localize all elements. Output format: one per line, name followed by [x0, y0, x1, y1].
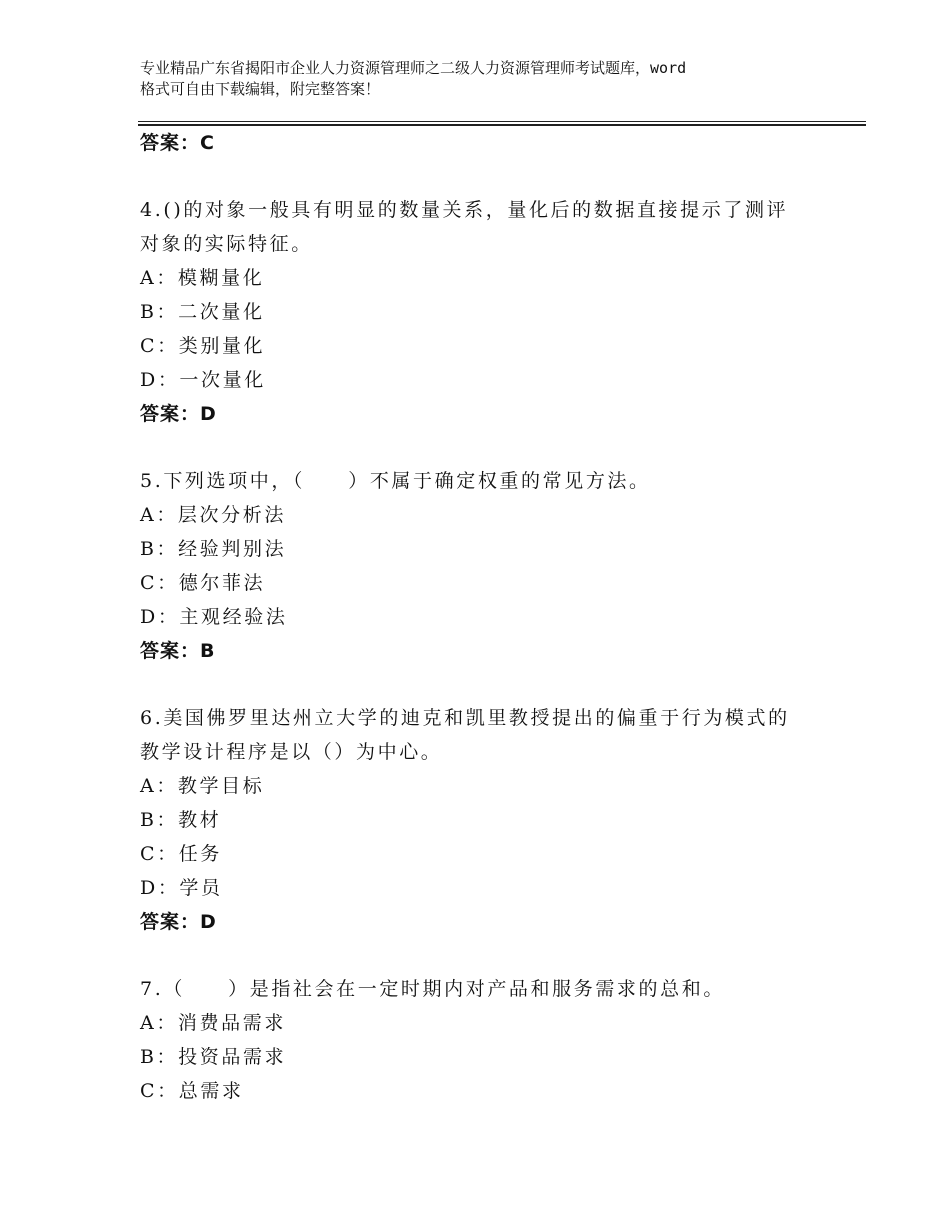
- option-c: C：德尔菲法: [140, 572, 266, 594]
- header-rule-thin: [138, 121, 866, 122]
- option-d: D：学员: [140, 877, 223, 899]
- option-c: C：任务: [140, 843, 222, 865]
- option-d: D：一次量化: [140, 369, 266, 391]
- answer-value: D: [200, 911, 217, 933]
- document-body: [140, 124, 840, 1108]
- question-4: [140, 193, 840, 431]
- question-text-line-1: 4.()的对象一般具有明显的数量关系，量化后的数据直接提示了测评: [140, 199, 789, 221]
- question-text-line-1: 5.下列选项中，（ ）不属于确定权重的常见方法。: [140, 470, 651, 492]
- option-b: B：教材: [140, 809, 222, 831]
- question-7: [140, 972, 840, 1108]
- option-a: A：教学目标: [140, 775, 265, 797]
- question-text-line-1: 6.美国佛罗里达州立大学的迪克和凯里教授提出的偏重于行为模式的: [140, 707, 790, 729]
- header-line-2: 格式可自由下载编辑，附完整答案！: [140, 80, 381, 98]
- document-header: [140, 58, 830, 100]
- option-d: D：主观经验法: [140, 606, 288, 628]
- question-text-line-1: 7.（ ）是指社会在一定时期内对产品和服务需求的总和。: [140, 978, 725, 1000]
- answer-prefix: 答案：: [140, 640, 201, 662]
- option-b: B：投资品需求: [140, 1046, 287, 1068]
- answer-value: B: [200, 640, 216, 662]
- answer-prefix: 答案：: [140, 403, 201, 425]
- option-c: C：类别量化: [140, 335, 266, 357]
- answer-value: C: [200, 132, 215, 154]
- option-a: A：层次分析法: [140, 504, 286, 526]
- option-c: C：总需求: [140, 1080, 244, 1102]
- question-6: [140, 701, 840, 939]
- answer-prefix: 答案：: [140, 132, 201, 154]
- option-a: A：模糊量化: [140, 267, 265, 289]
- question-text-line-2: 教学设计程序是以（）为中心。: [140, 741, 443, 763]
- answer-line: [140, 397, 840, 431]
- answer-line: [140, 126, 840, 160]
- answer-prefix: 答案：: [140, 911, 201, 933]
- answer-line: [140, 905, 840, 939]
- option-b: B：经验判别法: [140, 538, 287, 560]
- question-text-line-2: 对象的实际特征。: [140, 233, 313, 255]
- answer-value: D: [200, 403, 217, 425]
- option-a: A：消费品需求: [140, 1012, 286, 1034]
- option-b: B：二次量化: [140, 301, 265, 323]
- header-line-1: 专业精品广东省揭阳市企业人力资源管理师之二级人力资源管理师考试题库，word: [140, 59, 687, 77]
- answer-line: [140, 634, 840, 668]
- question-5: [140, 464, 840, 668]
